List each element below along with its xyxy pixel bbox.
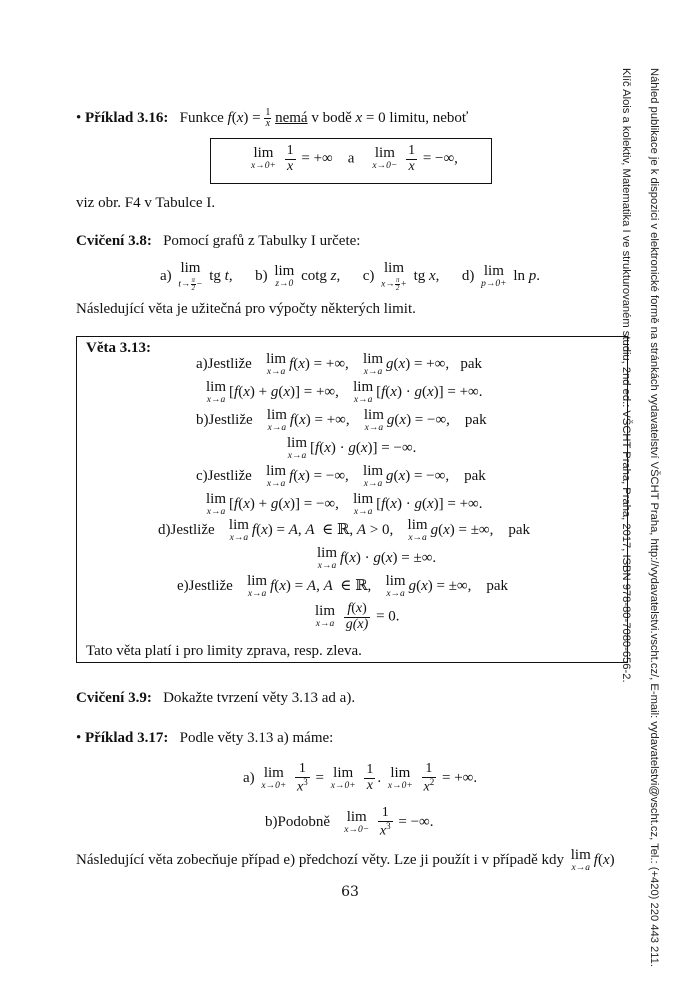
theorem-c-line2: lim x→a [f(x) + g(x)] = −∞, lim x→a [f(x) · g(x)] = +∞. — [206, 491, 483, 517]
example-3-17-label: Příklad 3.17: — [85, 730, 169, 746]
example-3-16-heading: • Příklad 3.16: Funkce f(x) = $\frac{1}{x}$ nemá v bodě x = 0 limitu, neboť — [76, 107, 469, 129]
example-3-16-text-d: limitu, neboť — [389, 109, 469, 126]
limit-box-formula: lim x→0+ $\frac{1}{x}$ = +∞ a lim x→0− $\frac{1}{x}$ = −∞, — [251, 143, 458, 174]
exercise-3-8-formulas: a) lim t→ π 2− tg t, b) lim z→0 cotg z, c) lim x→ π 2+ tg x, d) lim p→0+ ln p. — [160, 260, 541, 292]
example-3-17-text: Podle věty 3.13 a) máme: — [179, 730, 334, 746]
example-3-16-text-a: Funkce — [179, 109, 224, 126]
theorem-b-line1: b)Jestliže lim x→a f(x) = +∞, lim x→a g(x) = −∞, pak — [196, 407, 487, 433]
example-3-16-nema: nemá — [275, 109, 308, 126]
exercise-3-9-label: Cvičení 3.9: — [76, 690, 152, 706]
bullet: • — [76, 109, 82, 126]
math-one-over-x: $\frac{1}{x}$ — [265, 107, 271, 129]
exercise-3-8-text: Pomocí grafů z Tabulky I určete: — [163, 233, 361, 249]
theorem-e-line1: e)Jestliže lim x→a f(x) = A, A ∈ ℝ, lim x→a g(x) = ±∞, pak — [177, 573, 509, 599]
theorem-a-line1: a)Jestliže lim x→a f(x) = +∞, lim x→a g(x) = +∞, pak — [196, 351, 482, 377]
example-3-17-heading — [76, 730, 333, 747]
exercise-3-9-text: Dokažte tvrzení věty 3.13 ad a). — [163, 690, 356, 706]
bullet: • — [76, 730, 82, 746]
theorem-intro: Následující věta je užitečná pro výpočty některých limit. — [76, 301, 416, 317]
theorem-d-line1: d)Jestliže lim x→a f(x) = A, A ∈ ℝ, A > 0, lim x→a g(x) = ±∞, pak — [158, 517, 531, 543]
theorem-footer: Tato věta platí i pro limity zprava, resp. zleva. — [86, 643, 362, 659]
closing-text: Následující věta zobecňuje případ e) předchozí věty. Lze ji použít i v případě kdy lim x→a f(x) — [76, 847, 615, 873]
theorem-e-line2: lim x→a $\frac{f(x)}{g(x)}$ = 0. — [315, 601, 400, 632]
exercise-3-9 — [76, 690, 355, 707]
example-3-17-formula-a: a) lim x→0+ $\frac{1}{x^3}$ = lim x→0+ $\frac{1}{x}$ . lim x→0+ $\frac{1}{x^2}$ = +∞. — [243, 761, 478, 795]
publication-note-line1: Náhled publikace je k dispozici v elektronické formě na stránkách vydavatelství VŠCHT Praha, http://vydavatelstvi.vscht.cz/, E-mail: vydavatelstvi@vscht.cz, Tel.: (+420) 220 443 211. — [648, 68, 660, 967]
exercise-3-8 — [76, 233, 360, 250]
example-3-16-text-c: v bodě — [311, 109, 352, 126]
theorem-a-line2: lim x→a [f(x) + g(x)] = +∞, lim x→a [f(x) · g(x)] = +∞. — [206, 379, 483, 405]
theorem-3-13-label: Věta 3.13: — [86, 340, 151, 356]
math-fx: f — [227, 109, 232, 126]
example-3-17-formula-b: b)Podobně lim x→0− $\frac{1}{x^3}$ = −∞. — [265, 805, 434, 839]
theorem-c-line1: c)Jestliže lim x→a f(x) = −∞, lim x→a g(x) = −∞, pak — [196, 463, 486, 489]
publication-note-line2: Klíč Alois a kolektiv, Matematika I ve strukturovaném studiu, 2nd ed.: VŠCHT Praha, Praha, 2017, ISBN 978-80-7080-656-2. — [620, 68, 632, 683]
page-number: 63 — [341, 884, 359, 900]
theorem-d-line2: lim x→a f(x) · g(x) = ±∞. — [317, 545, 437, 571]
theorem-b-line2: lim x→a [f(x) · g(x)] = −∞. — [287, 435, 417, 461]
exercise-3-8-label: Cvičení 3.8: — [76, 233, 152, 249]
example-3-16-label: Příklad 3.16: — [85, 109, 169, 126]
example-3-16-after: viz obr. F4 v Tabulce I. — [76, 195, 216, 211]
